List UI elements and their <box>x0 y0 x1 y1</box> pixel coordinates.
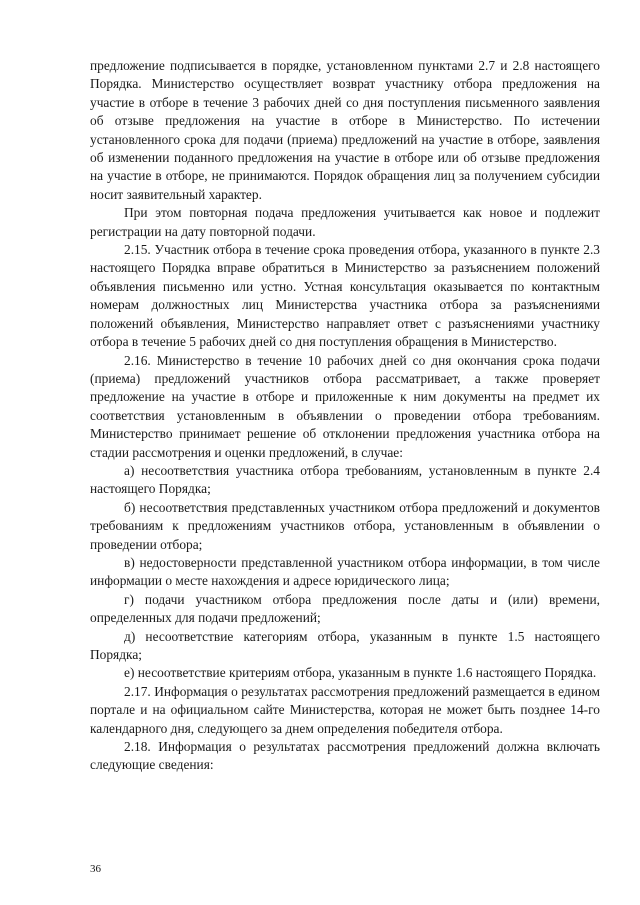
list-item-v: в) недостоверности представленной участником отбора информации, в том числе информации о месте нахождения и адресе юридического лица; <box>90 554 600 589</box>
list-item-a: а) несоответствия участника отбора требованиям, установленным в пункте 2.4 настоящего Порядка; <box>90 462 600 497</box>
list-item-d: д) несоответствие категориям отбора, указанным в пункте 1.5 настоящего Порядка; <box>90 628 600 662</box>
body-text <box>90 57 600 775</box>
paragraph-2-17: 2.17. Информация о результатах рассмотрения предложений размещается в едином портале и на официальном сайте Министерства, которая не может быть позднее 14-го календарного дня, следующего за днем определения победителя отбора. <box>90 683 600 736</box>
page-number: 36 <box>90 863 101 875</box>
paragraph-2-15: 2.15. Участник отбора в течение срока проведения отбора, указанного в пункте 2.3 настоящего Порядка вправе обратиться в Министерство за разъяснением положений объявления письменно или устно. Устная консультация оказывается по контактным номерам должностных лиц Министерства участника отбора за разъяснениями положений объявления, Министерство направляет ответ с разъяснениями участнику отбора в течение 5 рабочих дней со дня поступления обращения в Министерство. <box>90 242 600 350</box>
paragraph-continuation: предложение подписывается в порядке, установленном пунктами 2.7 и 2.8 настоящего Порядка. Министерство осуществляет возврат участнику отбора предложения на участие в отборе в течение 3 рабочих дней со дня поступления письменного заявления об отзыве предложения на участие в отборе в Министерство. По истечении установленного срока для подачи (приема) предложений на участие в отборе, заявления об изменении поданного предложения на участие в отборе или об отзыве предложения на участие в отборе, не принимаются. Порядок обращения лиц за получением субсидии носит заявительный характер. <box>90 58 600 202</box>
paragraph-2-18: 2.18. Информация о результатах рассмотрения предложений должна включать следующие сведения: <box>90 739 600 773</box>
paragraph-2-16: 2.16. Министерство в течение 10 рабочих дней со дня окончания срока подачи (приема) предложений участников отбора рассматривает, а также проверяет предложение на участие в отборе и приложенные к ним документы на предмет их соответствия установленным в объявлении о проведении отбора требованиям. Министерство принимает решение об отклонении предложения участника отбора на стадии рассмотрения и оценки предложений, в случае: <box>90 352 600 460</box>
list-item-e: е) несоответствие критериям отбора, указанным в пункте 1.6 настоящего Порядка. <box>124 665 597 681</box>
paragraph-resubmission: При этом повторная подача предложения учитывается как новое и подлежит регистрации на дату повторной подачи. <box>90 205 600 239</box>
list-item-b: б) несоответствия представленных участником отбора предложений и документов требованиям к предложениям участников отбора, установленным в объявлении о проведении отбора; <box>90 499 600 552</box>
list-item-g: г) подачи участником отбора предложения после даты и (или) времени, определенных для подачи предложений; <box>90 591 600 626</box>
